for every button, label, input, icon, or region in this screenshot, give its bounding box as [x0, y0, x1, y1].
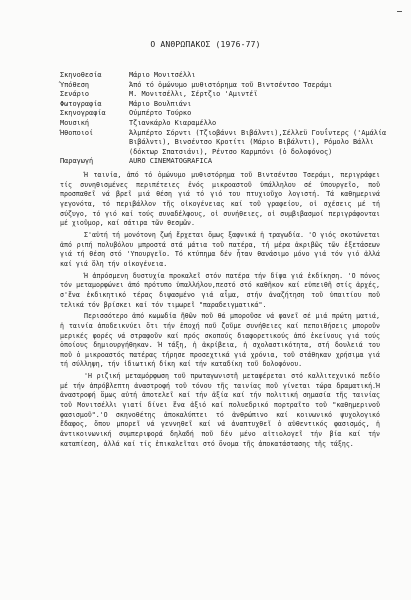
review-body — [60, 171, 380, 451]
body-paragraph: Περισσότερο ἀπό κωμωδία ἤθῶν ποῦ θά μποροῦσε νά φανεῖ σέ μιά πρώτη ματιά, ἡ ταινία ἀποδεικνύει ὅτι τήν ἐποχή ποῦ ζοῦμε συνήθειες καί πεποιθήσεις μποροῦν μερικές φορές νά στραφοῦν καί πρός σκοπούς διαφορετικούς ἀπό ἐκείνους γιά τούς ὁποίους δημιουργήθηκαν. Ή τάξη, ἡ ἀκρίβεια, ἡ σχολαστικότητα, στή δουλειά του ποῦ ὁ μικροαστός πατέρας τήρησε προσεχτικά γιά χρόνια, τοῦ στάθηκαν χρήσιμα γιά τή σύλληψη, τήν ἰδιωτική δίκη καί τήν καταδίκη τοῦ δολοφόνου. — [60, 312, 380, 369]
body-paragraph: Ή ἀπρόσμενη δυστυχία προκαλεῖ στόν πατέρα τήν δίψα γιά ἐκδίκηση. 'Ο πόνος τόν μεταμορφώνει ἀπό πρότυπο ὑπαλλήλου,πεστό στό καθῆκον καί εὐπειθῆ στίς ἀρχές, σ'ἕνα ἐκδικητικό τέρας διψασμένο γιά αἷμα, στήν ἀναζήτηση τοῦ ὑπαιτίου ποῦ τελικά τόν βρίσκει καί τόν τιμωρεῖ "παραδειγματικά". — [60, 271, 380, 309]
credit-row — [60, 157, 390, 167]
corner-mark — [397, 11, 402, 12]
credit-value: Μάριο Μονιτσέλλι — [129, 71, 196, 79]
credit-value: Μ. Μονιτσέλλι, Σέρτζιο 'Αμιντέϊ — [129, 90, 258, 99]
credit-label: Ήθοποιοί — [60, 128, 94, 137]
credit-row — [60, 100, 390, 110]
credit-value: Άλμπέρτο Σόρντι (Τζιοβάννι Βιβάλντι),Σέλλεϋ Γουΐντερς ('Αμάλία Βιβάλντι), Βινσέντσο Κροτίτι (Μάριο Βιβάλντι), Ρόμολο Βάλλι (δόκτωρ Σπατσιάνι), Ρέντσο Καρμπόνι (ὁ δολοφόνος) — [129, 128, 391, 156]
credit-label: Σκηνοθεσία — [60, 71, 102, 79]
credit-row — [60, 81, 390, 91]
credit-value: Άπό τό ὁμώνυμο μυθιστόρημα τοῦ Βιντσέντσο Τσεράμι — [129, 80, 333, 89]
page-title: Ο ΑΝΘΡΩΠΑΚΟΣ (1976-77) — [150, 40, 261, 49]
body-paragraph: 'Η ριζική μεταμόρφωση τοῦ πρωταγωνιστῆ μεταφέρεται στό καλλιτεχνικό πεδίο μέ τήν ἀπρόβλεπτη ἀναστροφή τοῦ τόνου τῆς ταινίας ποῦ γίνεται τώρα δραματική.Ή ἀναστροφή ὅμως αὐτή ἀποτελεῖ καί τήν ἀξία καί τήν πολιτική σημασία τῆς ταινίας τοῦ Μονιτσέλλι γιατί δίνει ἕνα ἀξιό καί πολυεδρικό πορτραῖτο τοῦ "καθημερινοῦ φασισμοῦ".'Ο σκηνοθέτης ἀποκαλύπτει τό ἀνθρώπινο καί κοινωνικό ψυχολογικό ἔδαφος, ὅπου μπορεῖ νά γεννηθεῖ καί νά ἀναπτυχθεῖ ὁ αὐθεντικός φασισμός, ἡ ἀντικοινωνική συμπεριφορά δηλαδή ποῦ δέν μένο αἰτιολογεῖ τήν βία καί τήν καταπίεση, ἀλλά καί τίς ἐπικαλεῖται στό ὄνομα τῆς ἀποκατάστασης τῆς τάξης. — [60, 372, 380, 448]
credit-label: Μουσική — [60, 118, 90, 127]
credit-label: Σενάριο — [60, 90, 90, 99]
credit-value: Τζιανκάρλο Κιαραμέλλο — [129, 118, 217, 127]
credit-row — [60, 109, 390, 119]
credit-row — [60, 90, 390, 100]
credit-label: Σκηνογραφία — [60, 109, 106, 118]
credits-block — [60, 71, 390, 167]
body-paragraph: Σ'αὐτή τή μονότονη ζωή ἔρχεται ὅμως ξαφνικά ἡ τραγωδία. 'Ο γιός σκοτώνεται ἀπό ριπή πολυβόλου μπροστά στά μάτια τοῦ πατέρα, τή μέρα ἀκριβῶς τῶν ἐξετάσεων γιά τή θέση στό 'Υπουργεῖο. Τό κτύπημα δέν ἦταν θανάσιμο μόνο γιά τόν γιό ἀλλά καί γιά ὅλη τήν οἰκογένεια. — [60, 230, 380, 268]
credit-value: Ούμπέρτο Τούρκο — [129, 109, 192, 118]
credit-row — [60, 71, 390, 81]
credit-row — [60, 129, 390, 158]
body-paragraph: Ή ταινία, ἀπό τό ὁμώνυμο μυθιστόρημα τοῦ Βιντσέντσο Τσεράμι, περιγράφει τίς συνηθισμένες περιπέτειες ἐνός μικροαστοῦ ὑπάλληλου σέ ὑπουργεῖο, ποῦ προσπαθεῖ νά βρεῖ μιά θέση γιά τό γιό του πτυχιοῦχο λογιστή. Τά καθημερινά γεγονότα, τό περιβάλλον τῆς οἰκογένειας καί τοῦ γραφείου, οἱ σχέσεις μέ τή σύζυγο, τό γιό καί τούς συναδέλφους, οἱ συνήθειες, οἱ συμβιβασμοί περιγράφονται μέ χιοῦμορ, καί σάτιρα τῶν θεσμῶν. — [60, 171, 380, 228]
credit-label: Παραγωγή — [60, 157, 94, 166]
credit-label: Φωτογραφία — [60, 99, 102, 108]
credit-label: Ύπόθεση — [60, 80, 90, 89]
credit-row — [60, 119, 390, 129]
credit-value: AURO CINEMATOGRAFICA — [129, 157, 212, 166]
credit-value: Μάριο Βουλπιάνι — [129, 99, 192, 108]
